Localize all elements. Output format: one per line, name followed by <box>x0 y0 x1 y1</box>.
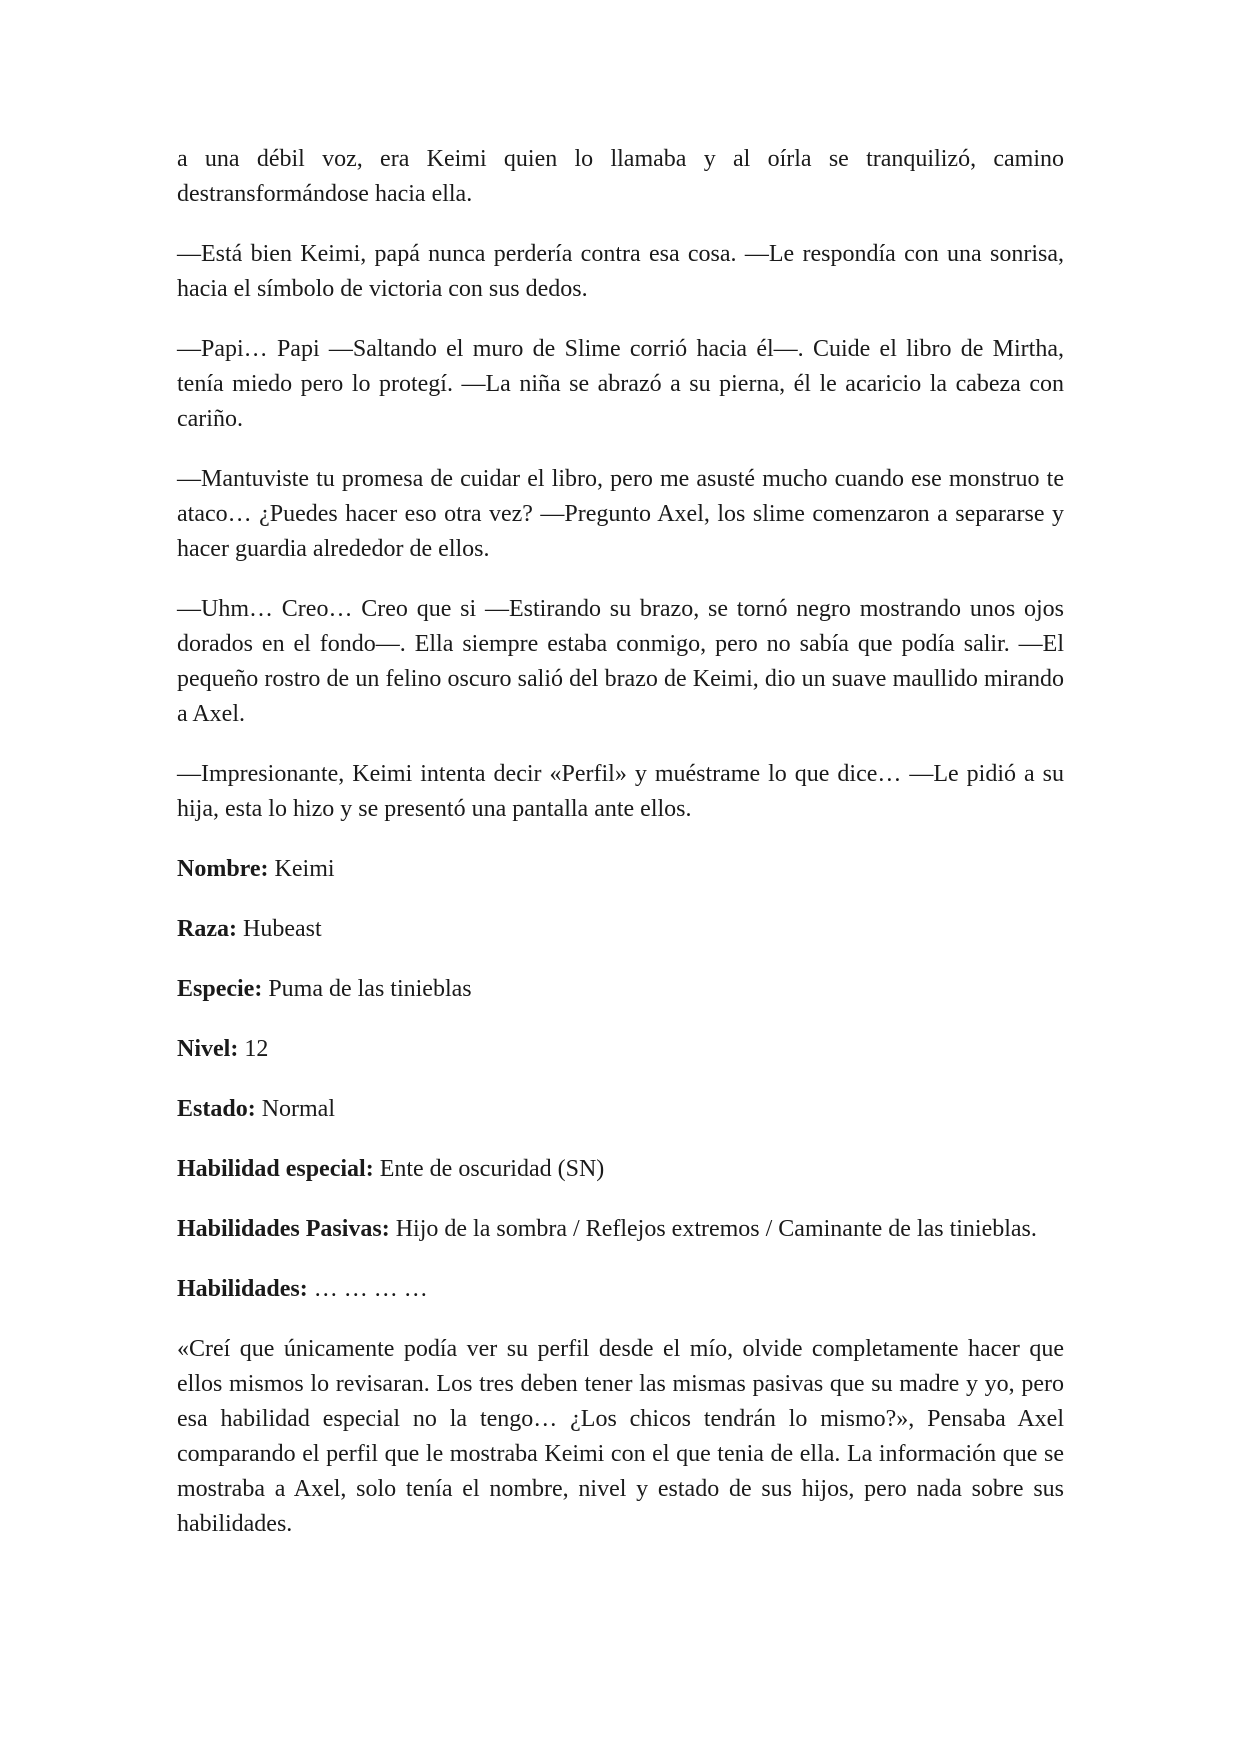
field-value: Normal <box>261 1096 335 1122</box>
field-value: Hijo de la sombra / Reflejos extremos / Caminante de las tinieblas. <box>395 1216 1037 1242</box>
paragraph: —Está bien Keimi, papá nunca perdería contra esa cosa. —Le respondía con una sonrisa, hacia el símbolo de victoria con sus dedos. <box>177 241 1064 302</box>
profile-species <box>177 972 1064 1007</box>
paragraph: —Uhm… Creo… Creo que si —Estirando su brazo, se tornó negro mostrando unos ojos dorados en el fondo—. Ella siempre estaba conmigo, pero no sabía que podía salir. —El pequeño rostro de un felino oscuro salió del brazo de Keimi, dio un suave maullido mirando a Axel. <box>177 596 1064 727</box>
field-label: Habilidades: <box>177 1276 308 1302</box>
profile-skills <box>177 1272 1064 1307</box>
field-value: Keimi <box>274 856 335 882</box>
profile-special-skill <box>177 1152 1064 1187</box>
field-label: Habilidad especial: <box>177 1156 374 1182</box>
field-value: Hubeast <box>242 916 322 942</box>
profile-name <box>177 852 1064 887</box>
paragraph: —Mantuviste tu promesa de cuidar el libro, pero me asusté mucho cuando ese monstruo te ataco… ¿Puedes hacer eso otra vez? —Pregunto Axel, los slime comenzaron a separarse y hacer guardia alrededor de ellos. <box>177 466 1064 562</box>
profile-passive-skills <box>177 1212 1064 1247</box>
document-page <box>177 142 1064 1567</box>
field-label: Estado: <box>177 1096 256 1122</box>
field-label: Raza: <box>177 916 237 942</box>
field-label: Nombre: <box>177 856 269 882</box>
field-label: Nivel: <box>177 1036 239 1062</box>
paragraph: —Papi… Papi —Saltando el muro de Slime corrió hacia él—. Cuide el libro de Mirtha, tenía miedo pero lo protegí. —La niña se abrazó a su pierna, él le acaricio la cabeza con cariño. <box>177 336 1064 432</box>
field-value: 12 <box>244 1036 269 1062</box>
paragraph: a una débil voz, era Keimi quien lo llamaba y al oírla se tranquilizó, camino destransformándose hacia ella. <box>177 146 1064 207</box>
field-value: Ente de oscuridad (SN) <box>379 1156 605 1182</box>
field-label: Especie: <box>177 976 263 1002</box>
field-value: … … … … <box>313 1276 428 1302</box>
profile-level <box>177 1032 1064 1067</box>
field-value: Puma de las tinieblas <box>268 976 472 1002</box>
field-label: Habilidades Pasivas: <box>177 1216 390 1242</box>
paragraph: «Creí que únicamente podía ver su perfil desde el mío, olvide completamente hacer que ellos mismos lo revisaran. Los tres deben tener las mismas pasivas que su madre y yo, pero esa habilidad especial no la tengo… ¿Los chicos tendrán lo mismo?», Pensaba Axel comparando el perfil que le mostraba Keimi con el que tenia de ella. La información que se mostraba a Axel, solo tenía el nombre, nivel y estado de sus hijos, pero nada sobre sus habilidades. <box>177 1336 1064 1537</box>
paragraph: —Impresionante, Keimi intenta decir «Perfil» y muéstrame lo que dice… —Le pidió a su hija, esta lo hizo y se presentó una pantalla ante ellos. <box>177 761 1064 822</box>
profile-status <box>177 1092 1064 1127</box>
profile-race <box>177 912 1064 947</box>
